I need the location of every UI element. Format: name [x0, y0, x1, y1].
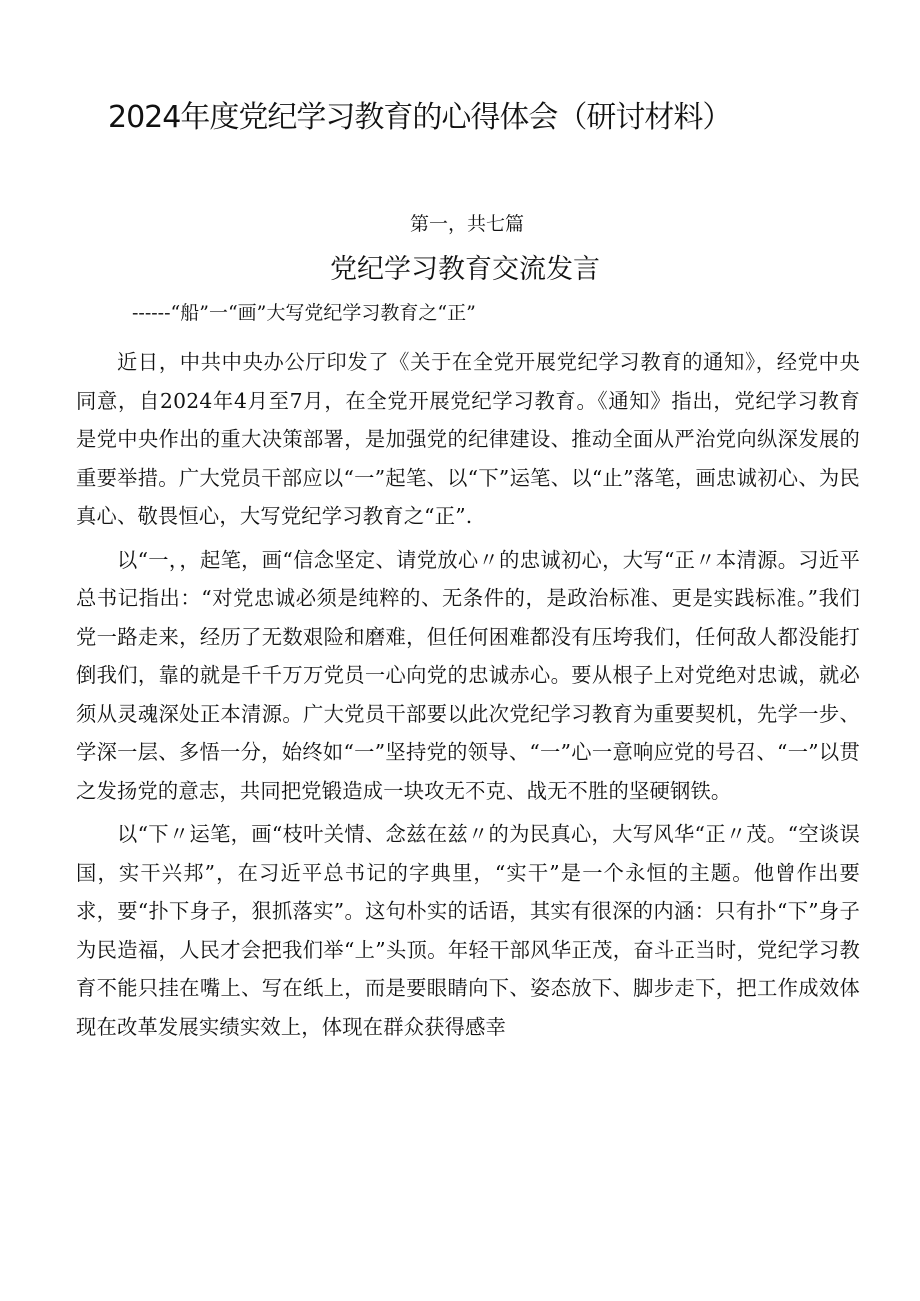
- paragraph-intro: 近日，中共中央办公厅印发了《关于在全党开展党纪学习教育的通知》，经党中央同意，自2024年4月至7月，在全党开展党纪学习教育。《通知》指出，党纪学习教育是党中央作出的重大决策部署，是加强党的纪律建设、推动全面从严治党向纵深发展的重要举措。广大党员干部应以“一”起笔、以“下”运笔、以“止”落笔，画忠诚初心、为民真心、敬畏恒心，大写党纪学习教育之“正”.: [76, 350, 860, 528]
- section-subtitle: ------“船”一“画”大写党纪学习教育之“正”: [132, 302, 476, 324]
- document-body: [76, 343, 860, 1051]
- series-label: 第一，共七篇: [409, 213, 524, 235]
- document-title: 2024年度党纪学习教育的心得体会（研讨材料）: [108, 100, 732, 135]
- paragraph-people: 以“下〃运笔，画“枝叶关情、念兹在兹〃的为民真心，大写风华“正〃茂。“空谈误国，实干兴邦”，在习近平总书记的字典里，“实干”是一个永恒的主题。他曾作出要求，要“扑下身子，狠抓落实”。这句朴实的话语，其实有很深的内涵：只有扑“下”身子为民造福，人民才会把我们举“上”头顶。年轻干部风华正茂，奋斗正当时，党纪学习教育不能只挂在嘴上、写在纸上，而是要眼睛向下、姿态放下、脚步走下，把工作成效体现在改革发展实绩实效上，体现在群众获得感幸: [76, 822, 860, 1039]
- paragraph-loyalty: 以“一，，起笔，画“信念坚定、请党放心〃的忠诚初心，大写“正〃本清源。习近平总书记指出：“对党忠诚必须是纯粹的、无条件的，是政治标准、更是实践标准。”我们党一路走来，经历了无数艰险和磨难，但任何困难都没有压垮我们，任何敌人都没能打倒我们，靠的就是千千万万党员一心向党的忠诚赤心。要从根子上对党绝对忠诚，就必须从灵魂深处正本清源。广大党员干部要以此次党纪学习教育为重要契机，先学一步、学深一层、多悟一分，始终如“一”坚持党的领导、“一”心一意响应党的号召、“一”以贯之发扬党的意志，共同把党锻造成一块攻无不克、战无不胜的坚硬钢铁。: [76, 547, 860, 803]
- section-title: 党纪学习教育交流发言: [330, 254, 600, 285]
